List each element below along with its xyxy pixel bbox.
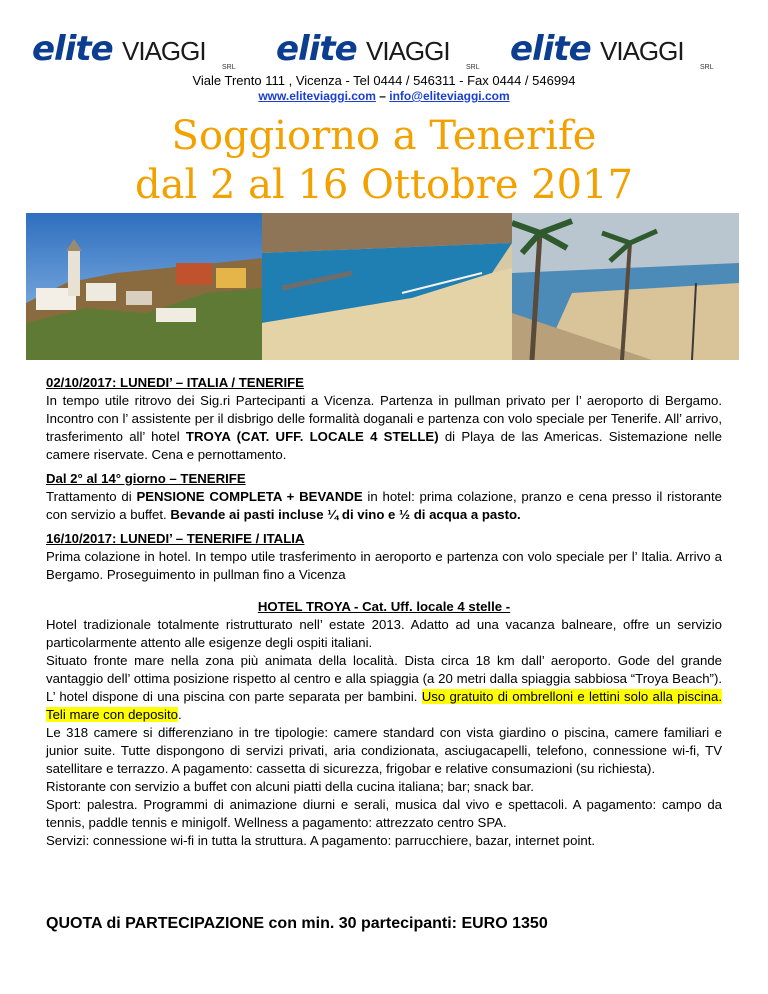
town-photo — [26, 213, 262, 360]
hotel-paragraph: Le 318 camere si differenziano in tre tipologie: camere standard con vista giardino o piscina, camere familiari e junior suite. Tutte dispongono di servizi privati, aria condizionata, asciugacapelli, telefono, connessione wi-fi, TV satellitare e terrazzo. A pagamento: cassetta di sicurezza, frigobar e relative consumazioni (su richiesta). — [46, 725, 722, 776]
elite-viaggi-logo — [276, 30, 481, 72]
hotel-paragraph: Servizi: connessione wi-fi in tutta la struttura. A pagamento: parrucchiere, bazar, internet point. — [46, 833, 596, 848]
logo-srl: SRL — [222, 64, 236, 71]
price-quote: QUOTA di PARTECIPAZIONE con min. 30 partecipanti: EURO 1350 — [46, 915, 548, 932]
logo-brand: elite — [276, 29, 357, 69]
day1-heading: 02/10/2017: LUNEDI’ – ITALIA / TENERIFE — [46, 375, 304, 390]
day2-heading: Dal 2° al 14° giorno – TENERIFE — [46, 471, 246, 486]
hotel-paragraph — [46, 652, 722, 724]
period: . — [177, 707, 182, 722]
day1-text-a: In tempo utile ritrovo dei Sig.ri Partecipanti a Vicenza. Partenza in pullman privato per l’ aeroporto di Bergamo. Incontro con l’ assistente per il disbrigo delle formalità doganali e partenza con volo speciale per Tenerife. All’ arrivo, trasferimento all’ hotel — [46, 393, 722, 444]
website-link[interactable]: www.eliteviaggi.com — [258, 89, 376, 103]
logo-srl: SRL — [466, 64, 480, 71]
hotel-location-text: Situato fronte mare nella zona più animata della località. Dista circa 18 km dall’ aeroporto. Gode del grande vantaggio dell’ ottima posizione rispetto al centro e alla spiaggia (a 20 metri dalla spiaggia sabbiosa “Troya Beach”). L’ hotel dispone di una piscina con parte separata per bambini. — [46, 653, 722, 704]
logo-brand-viaggi: VIAGGI — [600, 36, 684, 66]
page-title: Soggiorno a Tenerife — [171, 113, 597, 159]
day3-heading: 16/10/2017: LUNEDI’ – TENERIFE / ITALIA — [46, 531, 305, 546]
day2-text-b: in hotel: prima colazione, pranzo e cena presso il ristorante con servizio a buffet. — [46, 489, 722, 522]
board-bold: PENSIONE COMPLETA + BEVANDE — [136, 489, 363, 504]
logo-row — [0, 30, 768, 72]
logo-brand-viaggi: VIAGGI — [122, 36, 206, 66]
hotel-name-bold: TROYA (CAT. UFF. LOCALE 4 STELLE) — [185, 429, 439, 444]
email-link[interactable]: info@eliteviaggi.com — [389, 89, 510, 103]
photo-strip — [26, 213, 739, 360]
logo-brand: elite — [510, 29, 591, 69]
elite-viaggi-logo — [510, 30, 715, 72]
hotel-paragraph: Sport: palestra. Programmi di animazione diurni e serali, musica dal vivo e spettacoli. A pagamento: campo da tennis, paddle tennis e minigolf. Wellness a pagamento: attrezzato centro SPA. — [46, 797, 722, 830]
contact-links — [0, 89, 768, 103]
hotel-paragraph: Ristorante con servizio a buffet con alcuni piatti della cucina italiana; bar; snack bar. — [46, 779, 534, 794]
logo-srl: SRL — [700, 64, 714, 71]
hotel-paragraph: Hotel tradizionale totalmente ristrutturato nell’ estate 2013. Adatto ad una vacanza balneare, offre un servizio particolarmente attento alle esigenze degli ospiti italiani. — [46, 617, 722, 650]
link-separator: – — [375, 89, 390, 103]
logo-brand: elite — [32, 29, 113, 69]
promenade-photo — [512, 213, 739, 360]
beach-photo — [262, 213, 512, 360]
day1-text-b: di Playa de las Americas. Sistemazione nelle camere riservate. Cena e pernottamento. — [46, 429, 722, 462]
logo-brand-viaggi: VIAGGI — [366, 36, 450, 66]
highlighted-note: Uso gratuito di ombrelloni e lettini solo alla piscina. Teli mare con deposito — [46, 689, 722, 722]
drinks-bold: Bevande ai pasti incluse ¼ di vino e ½ di acqua a pasto. — [170, 507, 521, 522]
day2-text — [46, 488, 722, 524]
page-subtitle-dates: dal 2 al 16 Ottobre 2017 — [134, 162, 634, 208]
hotel-heading: HOTEL TROYA - Cat. Uff. locale 4 stelle - — [257, 599, 511, 614]
elite-viaggi-logo — [32, 30, 237, 72]
day3-text: Prima colazione in hotel. In tempo utile trasferimento in aeroporto e partenza con volo speciale per l’ Italia. Arrivo a Bergamo. Proseguimento in pullman fino a Vicenza — [46, 549, 722, 582]
contact-line: Viale Trento 111 , Vicenza - Tel 0444 / 546311 - Fax 0444 / 546994 — [192, 73, 576, 88]
day1-text — [46, 392, 722, 464]
day2-text-a: Trattamento di — [46, 489, 137, 504]
itinerary-content — [46, 374, 722, 850]
